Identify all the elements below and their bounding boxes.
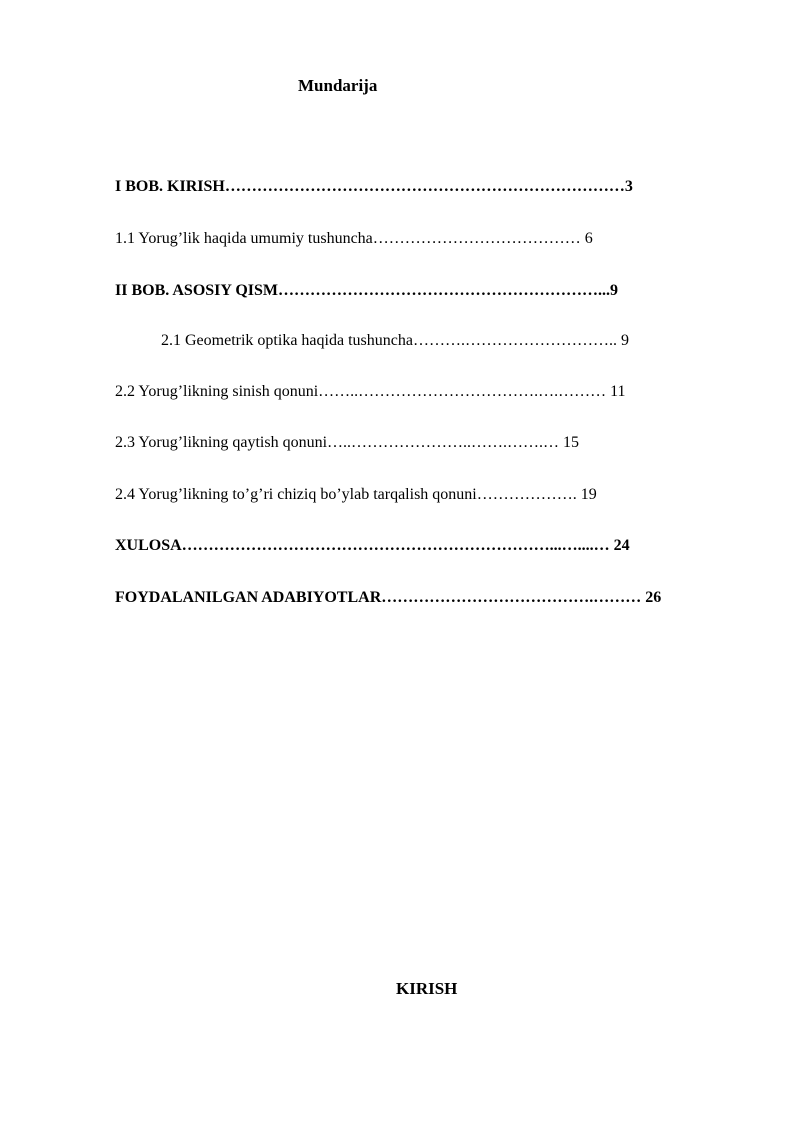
toc-title: Mundarija [298,76,378,95]
toc-entry-2-1: 2.1 Geometrik optika haqida tushuncha……….……………………….. 9 [161,332,629,349]
toc-entry-xulosa: XULOSA……………………………………………………………...…....… 24 [115,537,630,554]
toc-entry-2-3: 2.3 Yorug’likning qaytish qonuni…..…………………..…….…….… 15 [115,434,580,451]
toc-entry-kirish: I BOB. KIRISH…………………………………………………………………3 [115,178,633,195]
toc-entry-adabiyotlar: FOYDALANILGAN ADABIYOTLAR………………………………….……… 26 [115,589,662,606]
toc-entry-2-4: 2.4 Yorug’likning to’g’ri chiziq bo’ylab tarqalish qonuni………………. 19 [115,486,597,503]
toc-entry-asosiy-qism: II BOB. ASOSIY QISM……………………………………………………...9 [115,282,619,299]
toc-entry-1-1: 1.1 Yorug’lik haqida umumiy tushuncha………………………………… 6 [115,230,593,247]
toc-entry-2-2: 2.2 Yorug’likning sinish qonuni……..…………………………….….……… 11 [115,383,626,400]
section-heading-kirish: KIRISH [396,979,458,998]
